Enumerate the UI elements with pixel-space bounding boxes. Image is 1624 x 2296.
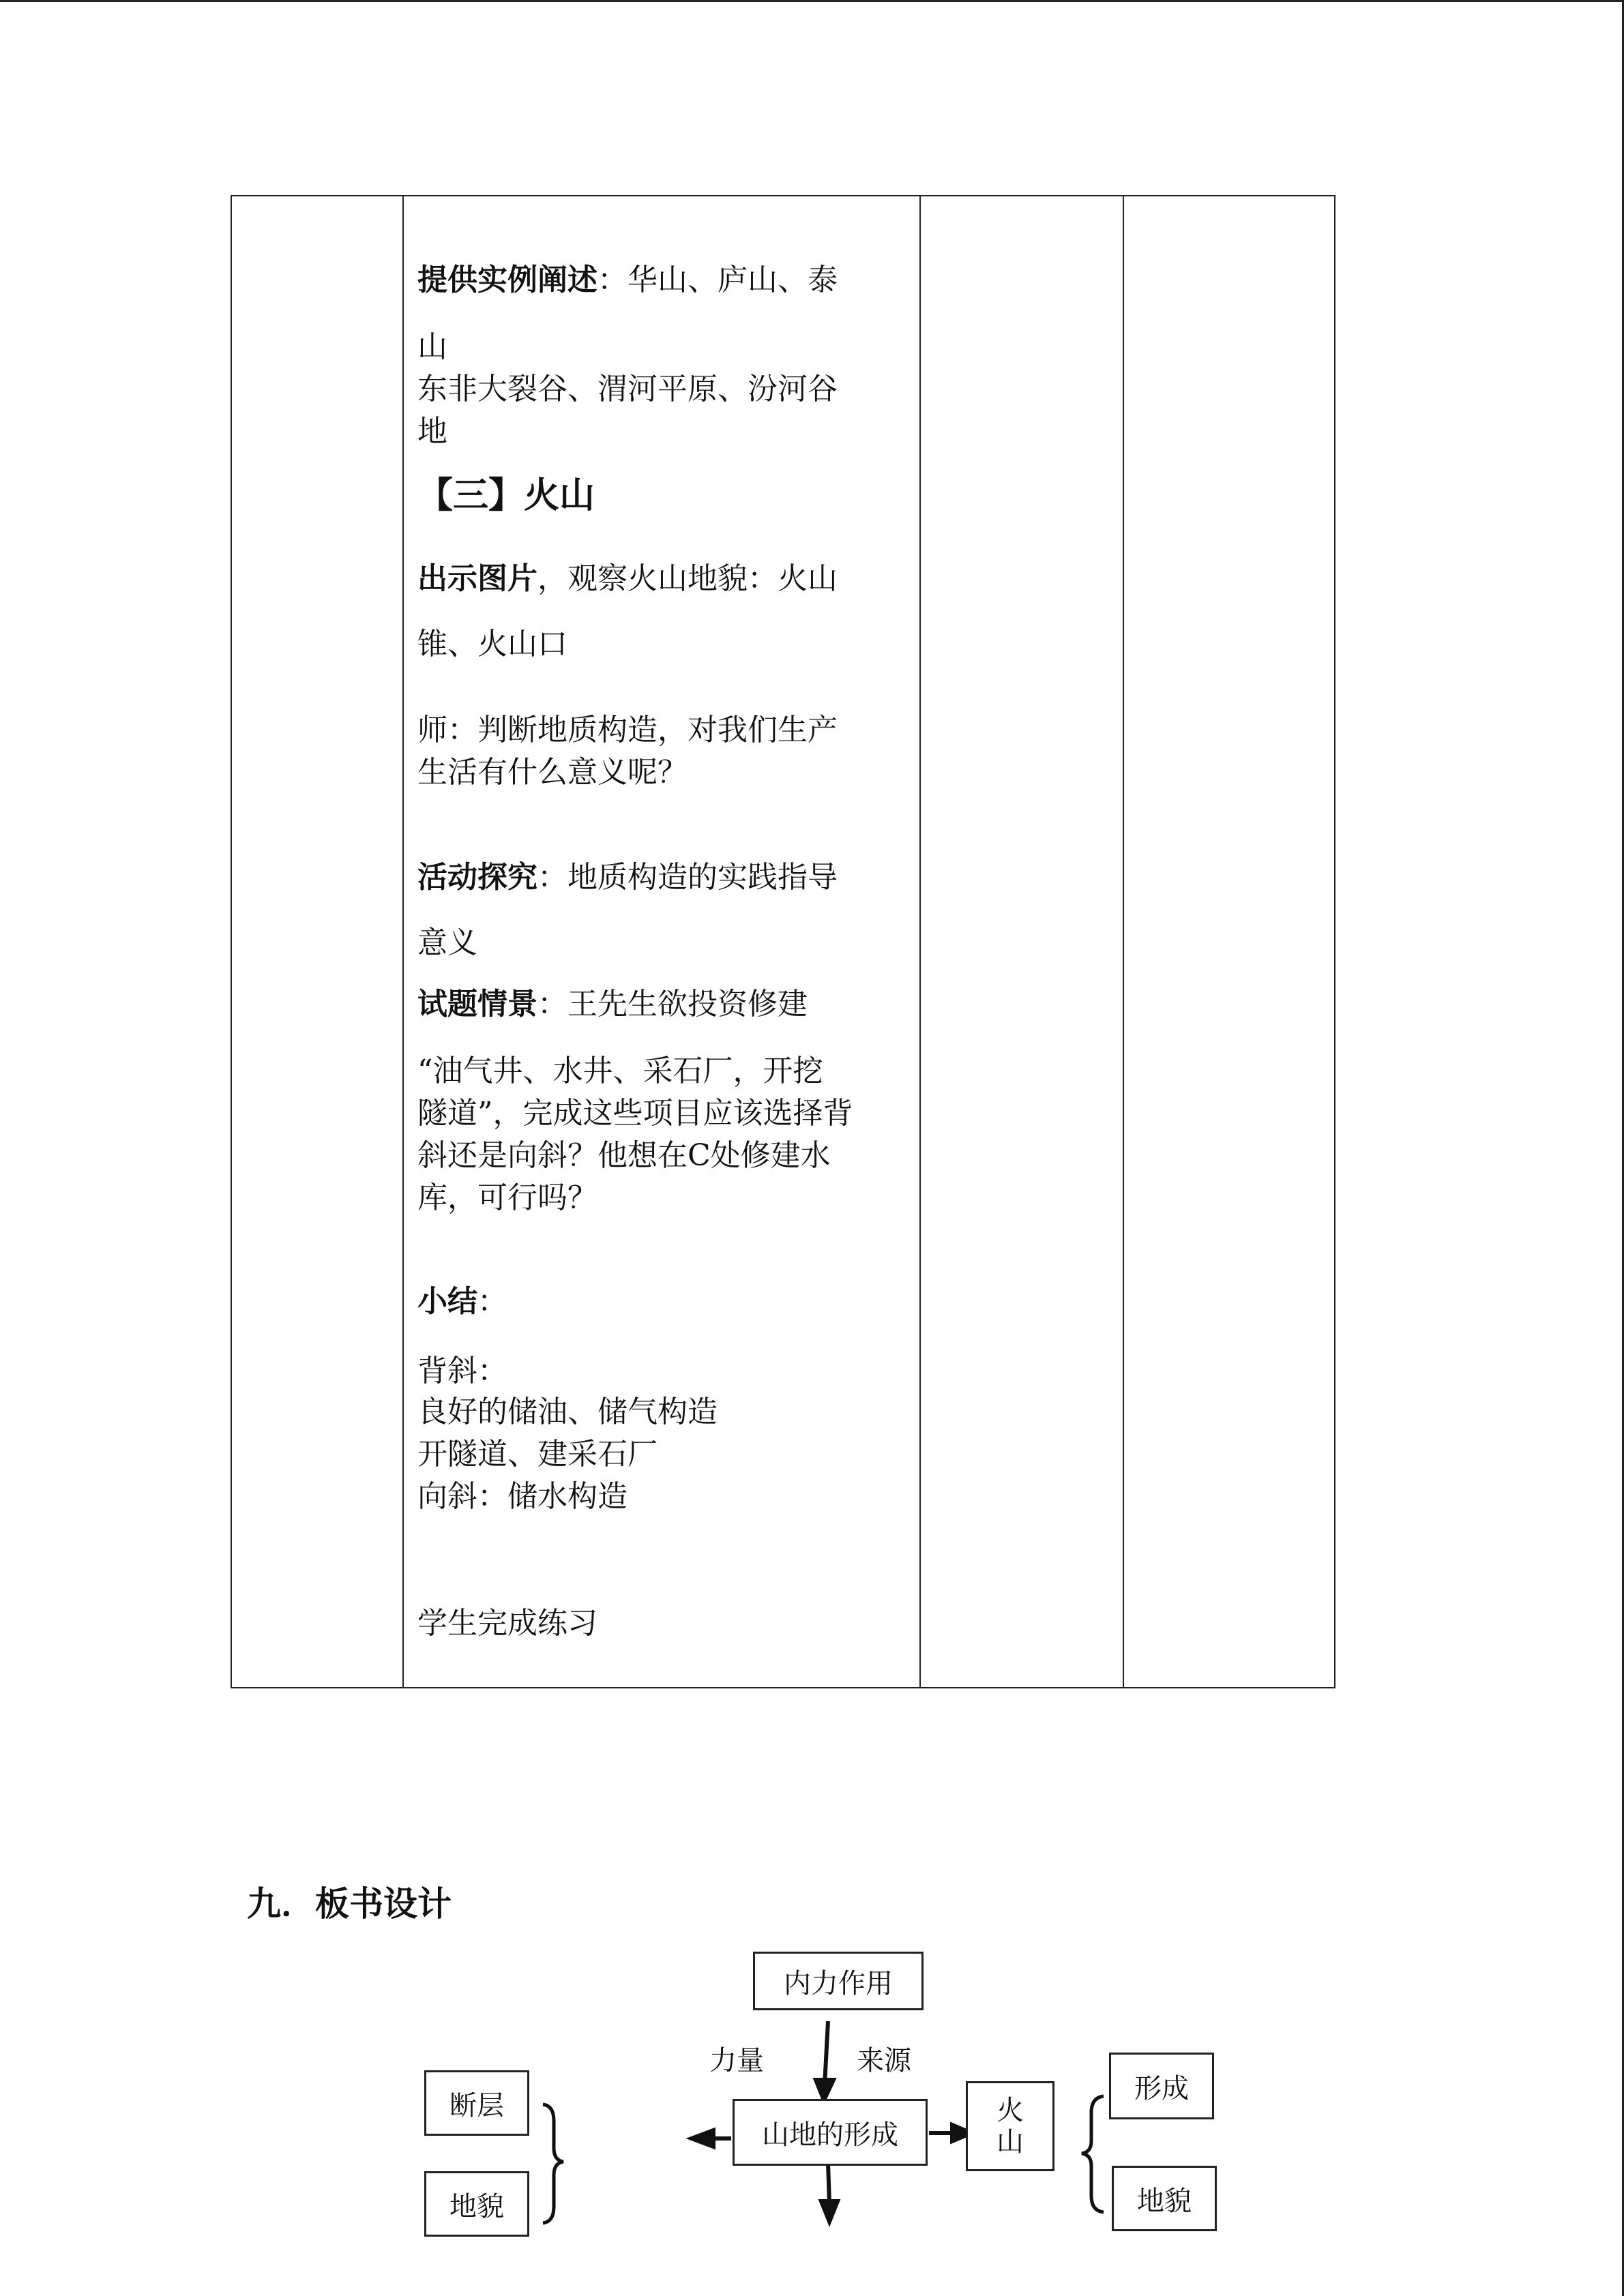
text-line-rift: 东非大裂谷、渭河平原、汾河谷 bbox=[417, 372, 838, 406]
text-line-syncline: 向斜：储水构造 bbox=[417, 1479, 628, 1514]
text-line-valley: 地 bbox=[417, 414, 447, 449]
text-line-anticline: 背斜： bbox=[417, 1354, 507, 1388]
lesson-plan-table bbox=[231, 195, 1335, 1688]
text-line-projects-4: 库，可行吗？ bbox=[417, 1180, 597, 1215]
text-line-summary: 小结： bbox=[417, 1284, 507, 1319]
left-brace bbox=[1082, 2096, 1104, 2212]
text-line-projects-2: 隧道”，完成这些项目应该选择背 bbox=[417, 1096, 853, 1131]
box-volcano-line-1: 火 bbox=[996, 2095, 1024, 2126]
text-line-activity: 活动探究：地质构造的实践指导 bbox=[417, 860, 838, 895]
box-volcano-line-2: 山 bbox=[996, 2126, 1024, 2158]
box-volcano bbox=[966, 2081, 1054, 2171]
box-mountain-formation: 山地的形成 bbox=[733, 2099, 928, 2166]
table-cell-1 bbox=[231, 196, 403, 1688]
arrow-down-head bbox=[816, 2080, 833, 2100]
arrow-left-head bbox=[692, 2130, 713, 2147]
box-volcano-formation: 形成 bbox=[1109, 2053, 1214, 2119]
section-heading-volcano: 【三】火山 bbox=[417, 475, 595, 516]
text-line-projects-3: 斜还是向斜？他想在C处修建水 bbox=[417, 1138, 831, 1173]
text-line-scenario: 试题情景：王先生欲投资修建 bbox=[417, 987, 808, 1022]
box-internal-force: 内力作用 bbox=[753, 1952, 924, 2010]
box-fault-landform: 地貌 bbox=[424, 2171, 529, 2237]
label-source: 来源 bbox=[857, 2045, 911, 2076]
text-line-examples: 提供实例阐述：华山、庐山、泰 bbox=[417, 263, 838, 297]
right-brace bbox=[543, 2104, 563, 2223]
box-fault: 断层 bbox=[424, 2070, 529, 2136]
text-line-significance: 意义 bbox=[417, 925, 477, 960]
page-top-border bbox=[0, 0, 1624, 2]
text-line-teacher-question-2: 生活有什么意义呢？ bbox=[417, 755, 688, 790]
arrow-down-shaft bbox=[825, 2021, 828, 2085]
table-row bbox=[231, 196, 1335, 1688]
text-line-tunnel: 开隧道、建采石厂 bbox=[417, 1437, 658, 1472]
table-cell-4 bbox=[1123, 196, 1335, 1688]
box-volcano-landform: 地貌 bbox=[1112, 2166, 1217, 2231]
arrow-bottom-head bbox=[821, 2201, 838, 2222]
text-line-show-picture: 出示图片，观察火山地貌：火山 bbox=[417, 561, 838, 596]
label-force: 力量 bbox=[709, 2045, 764, 2076]
text-line-oil-gas: 良好的储油、储气构造 bbox=[417, 1395, 718, 1429]
table-cell-3 bbox=[920, 196, 1123, 1688]
text-line-exercise: 学生完成练习 bbox=[417, 1606, 597, 1641]
board-design-title: 九．板书设计 bbox=[247, 1884, 452, 1924]
arrow-bottom-shaft bbox=[828, 2163, 829, 2204]
text-line-mountain: 山 bbox=[417, 329, 447, 364]
text-line-projects: “油气井、水井、采石厂，开挖 bbox=[417, 1054, 823, 1088]
text-line-teacher-question: 师：判断地质构造，对我们生产 bbox=[417, 713, 838, 747]
text-line-volcano-cone: 锥、火山口 bbox=[417, 627, 567, 661]
